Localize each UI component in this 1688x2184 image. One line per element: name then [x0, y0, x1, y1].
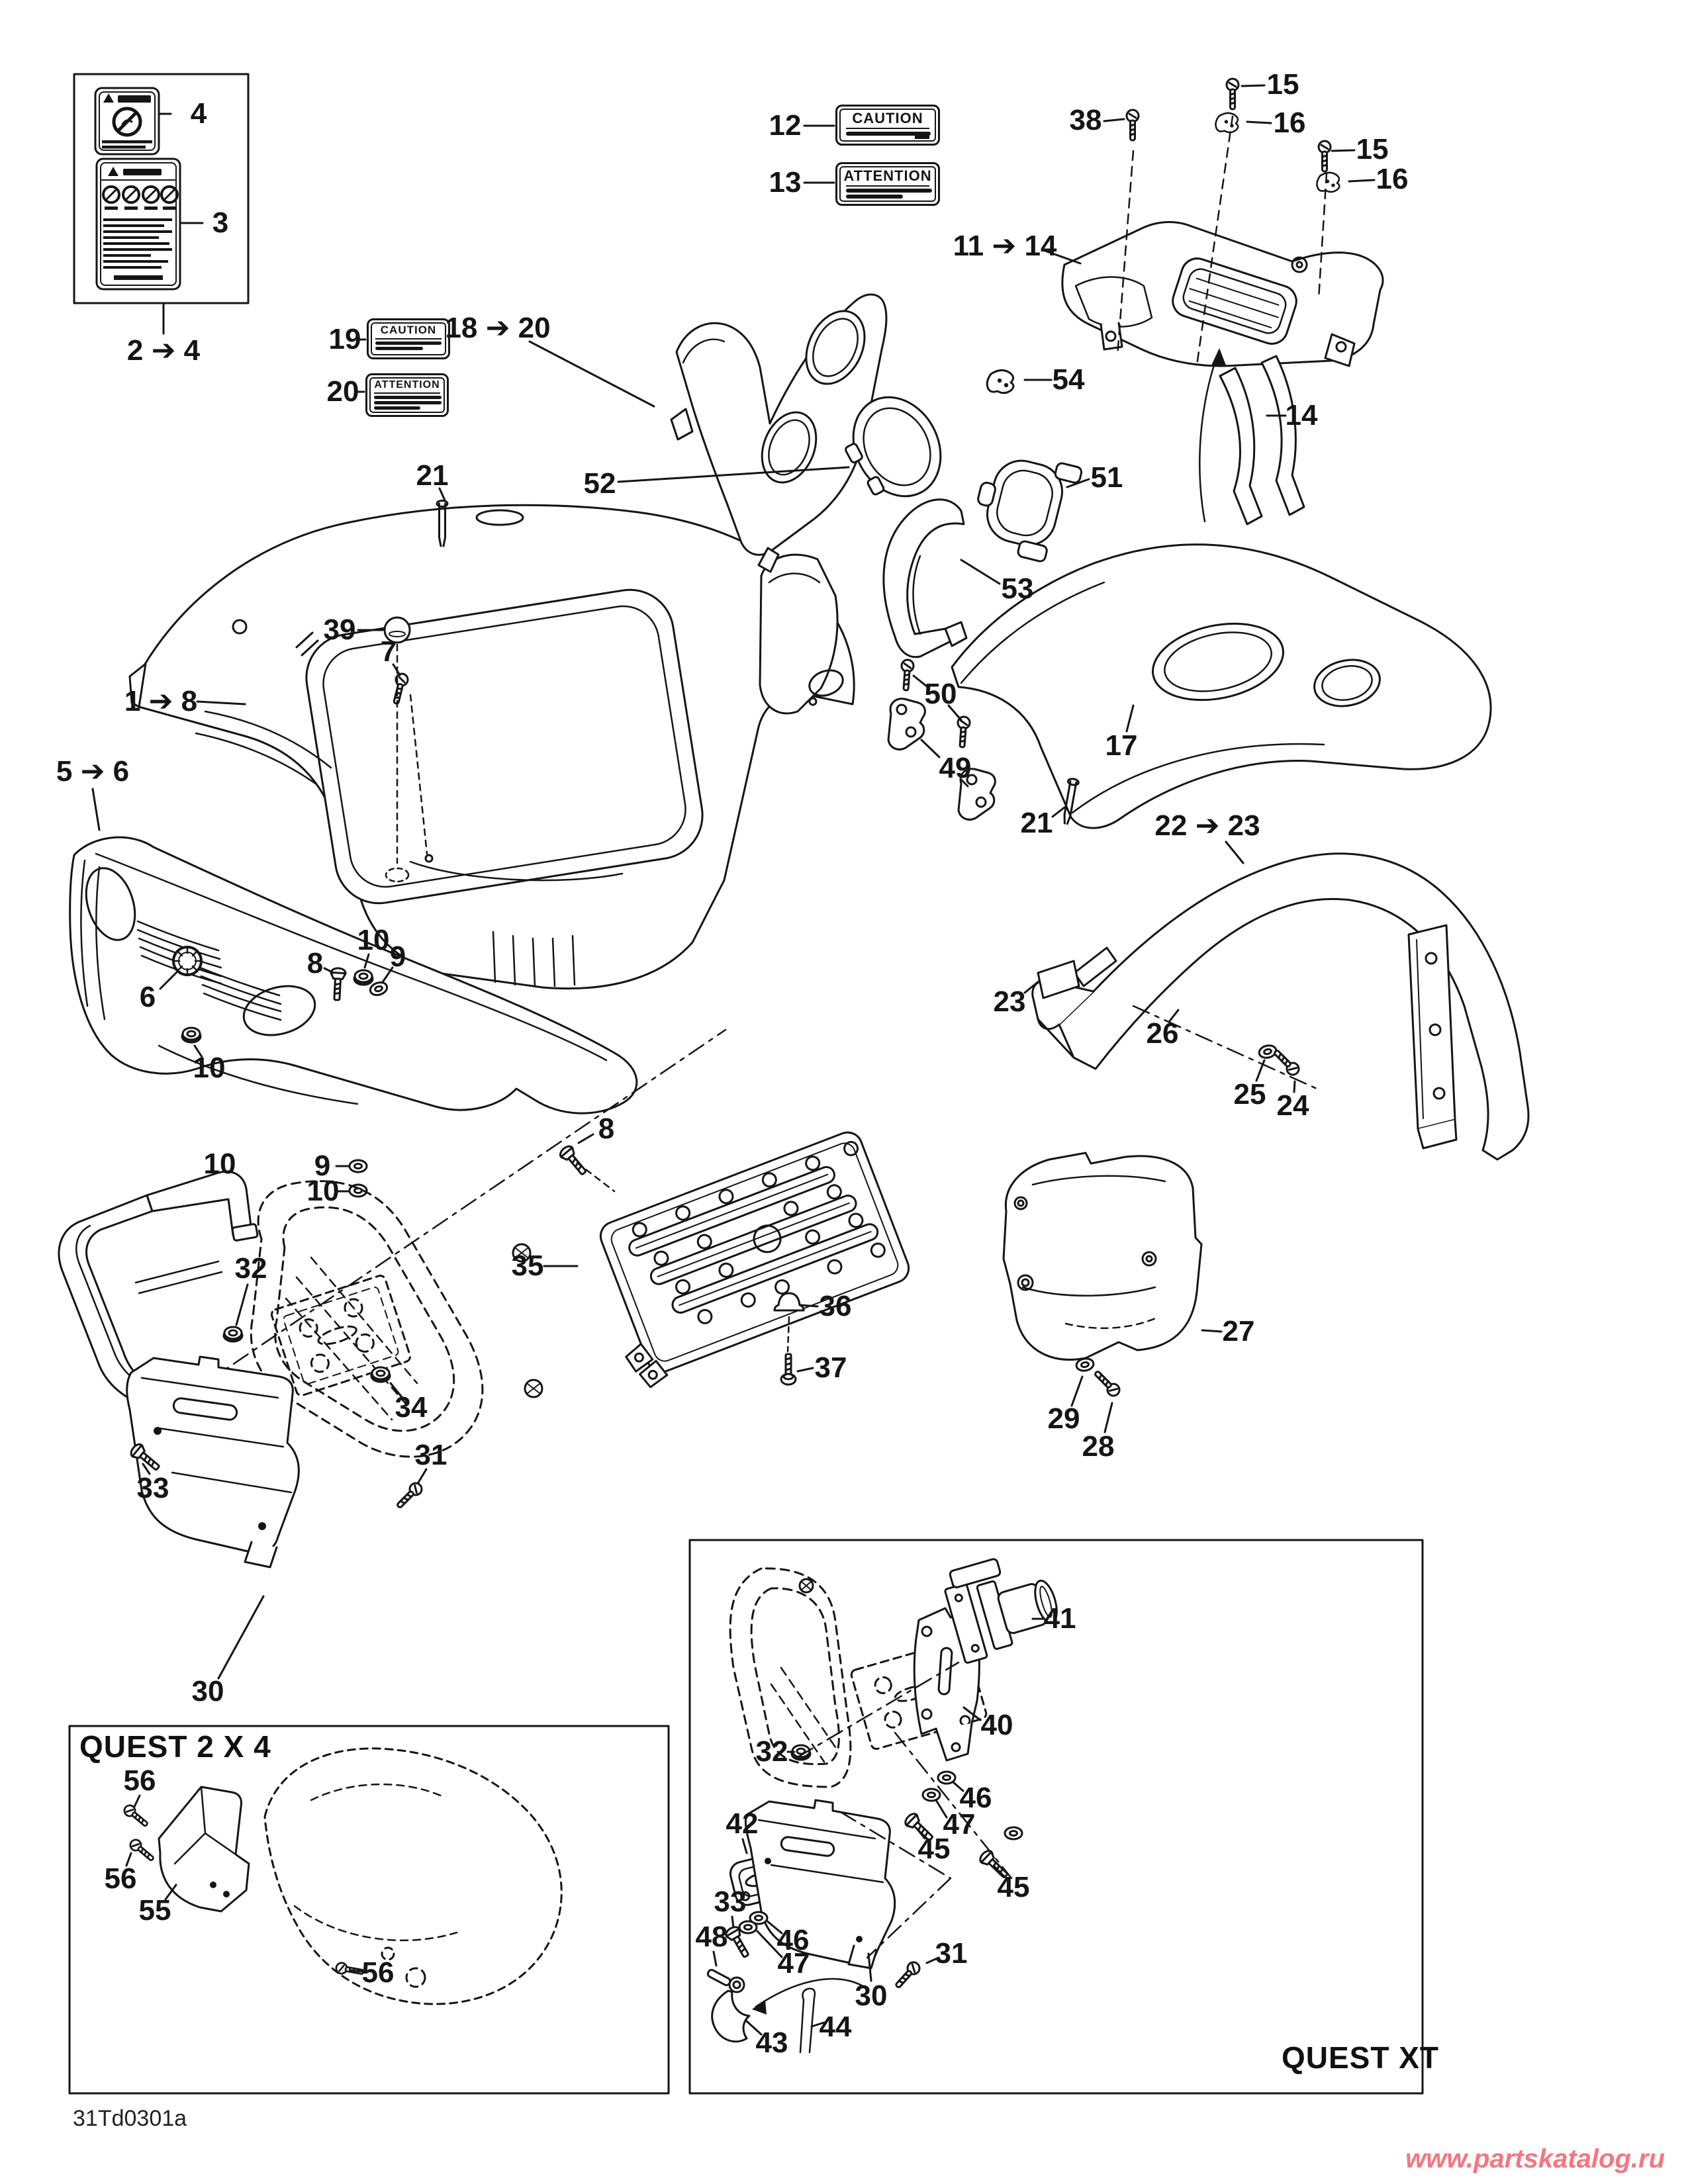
clip-16b: [1317, 173, 1339, 192]
callout-19: 19: [328, 323, 361, 355]
callout-1-to-8: 1 ➔ 8: [124, 685, 198, 717]
callout-14: 14: [1285, 399, 1318, 432]
callout-30: 30: [191, 1675, 224, 1707]
leader-line: [218, 1596, 263, 1678]
callout-56: 56: [361, 1956, 395, 1989]
caution-label-12-title: CAUTION: [852, 110, 923, 126]
screw-28: [1092, 1368, 1121, 1398]
callout-42: 42: [726, 1807, 759, 1840]
leader-line: [1202, 1330, 1221, 1332]
callout-3: 3: [212, 206, 229, 239]
clip-16a: [1215, 113, 1238, 132]
nut-10a: [354, 970, 373, 985]
leader-line: [1349, 180, 1374, 181]
callout-31: 31: [414, 1439, 447, 1471]
washer-45b: [1005, 1827, 1022, 1839]
callout-38: 38: [1069, 104, 1102, 136]
callout-36: 36: [819, 1290, 852, 1322]
callout-54: 54: [1052, 363, 1085, 396]
callout-44: 44: [819, 2011, 852, 2043]
callout-9: 9: [389, 940, 406, 973]
inner-fender: [1004, 1153, 1201, 1359]
nut-32a: [224, 1327, 242, 1342]
callout-56: 56: [123, 1764, 156, 1797]
callout-28: 28: [1082, 1430, 1115, 1463]
callout-21: 21: [1020, 807, 1053, 839]
callout-6: 6: [139, 981, 156, 1013]
callout-27: 27: [1222, 1315, 1255, 1347]
callout-18-to-20: 18 ➔ 20: [445, 312, 551, 344]
callout-46: 46: [776, 1924, 810, 1956]
callout-8: 8: [598, 1113, 615, 1145]
leader-line: [1105, 1403, 1112, 1432]
attention-label-20-title: ATTENTION: [374, 379, 440, 390]
label-text-bar: [846, 189, 932, 193]
callout-46: 46: [959, 1782, 992, 1814]
callout-33: 33: [714, 1886, 747, 1918]
nut-10b: [182, 1028, 201, 1042]
callout-17: 17: [1105, 729, 1138, 762]
callout-31: 31: [935, 1937, 968, 1970]
callout-33: 33: [136, 1472, 169, 1504]
callout-5-to-6: 5 ➔ 6: [56, 755, 130, 788]
caution-label-12: [835, 105, 940, 146]
screw-8b: [558, 1144, 590, 1178]
caution-label-19: [367, 318, 450, 359]
leader-line: [798, 1368, 813, 1371]
callout-51: 51: [1090, 461, 1123, 494]
callout-40: 40: [980, 1709, 1013, 1741]
clip-54: [987, 370, 1013, 392]
callout-9: 9: [314, 1150, 331, 1182]
callout-52: 52: [583, 467, 616, 500]
screw-38: [1127, 110, 1139, 140]
callout-34: 34: [395, 1391, 428, 1424]
washer-9b: [350, 1160, 367, 1172]
washer-47a: [923, 1789, 940, 1801]
label-text-bar: [374, 401, 442, 404]
skid-plate: [579, 1128, 916, 1392]
label-divider: [846, 128, 929, 129]
leader-line: [530, 341, 654, 406]
label-divider: [846, 185, 929, 187]
label-text-bar: [374, 396, 442, 399]
leader-line: [93, 789, 99, 830]
side-strips: [1199, 348, 1304, 524]
callout-21: 21: [416, 459, 449, 492]
callout-26: 26: [1146, 1017, 1179, 1050]
leader-line: [236, 1285, 248, 1325]
washer-47b: [739, 1921, 757, 1933]
screw-15a: [1227, 79, 1239, 109]
callout-13: 13: [769, 166, 802, 199]
callout-25: 25: [1233, 1078, 1266, 1111]
callout-50: 50: [924, 678, 957, 710]
quest-2x4-title: QUEST 2 X 4: [79, 1729, 271, 1764]
warning-labels-box: [74, 74, 248, 303]
callout-55: 55: [138, 1894, 171, 1927]
callout-8: 8: [306, 947, 324, 979]
callout-7: 7: [380, 635, 397, 668]
leader-line: [351, 1970, 362, 1972]
callout-16: 16: [1376, 163, 1409, 195]
label-text-bar: [846, 195, 903, 199]
attention-label-13-title: ATTENTION: [843, 167, 932, 184]
callout-16: 16: [1273, 107, 1306, 139]
callout-11-to-14: 11 ➔ 14: [953, 230, 1057, 262]
callout-37: 37: [814, 1351, 847, 1384]
vent-bezel: [884, 500, 966, 657]
nut-34: [371, 1367, 390, 1382]
callout-47: 47: [943, 1808, 976, 1841]
label-text-bar: [375, 341, 442, 345]
quest-xt-title: QUEST XT: [1282, 2040, 1440, 2075]
leader-line: [1072, 1377, 1082, 1406]
callout-10: 10: [306, 1175, 340, 1207]
callout-10: 10: [203, 1148, 236, 1180]
screw-50b: [956, 716, 970, 747]
leader-line: [1332, 150, 1354, 151]
leader-line: [418, 1469, 426, 1482]
callout-12: 12: [769, 109, 802, 142]
callout-32: 32: [234, 1252, 267, 1285]
callout-49: 49: [939, 752, 972, 784]
footwell-panel: [1062, 222, 1383, 366]
leader-line: [961, 560, 1000, 584]
callout-45: 45: [997, 1871, 1030, 1903]
attention-label-20: [365, 373, 449, 417]
diagram-code: 31Td0301a: [73, 2106, 187, 2131]
leader-line: [801, 1305, 818, 1306]
callout-32: 32: [755, 1735, 788, 1768]
callout-2-to-4: 2 ➔ 4: [126, 334, 201, 367]
watermark: www.partskatalog.ru: [1405, 2144, 1665, 2173]
leader-line: [1053, 807, 1064, 817]
leader-line: [1226, 842, 1243, 863]
callout-29: 29: [1047, 1402, 1080, 1435]
label-partcode-bar: [915, 136, 929, 139]
leader-line: [732, 1917, 733, 1927]
callout-43: 43: [755, 2026, 788, 2059]
callout-15: 15: [1266, 68, 1299, 101]
callout-35: 35: [511, 1250, 544, 1282]
callout-20: 20: [326, 375, 359, 408]
vent-ring: [967, 445, 1083, 566]
label-text-bar: [375, 347, 423, 350]
leader-line: [1242, 85, 1264, 86]
callout-56: 56: [104, 1862, 137, 1895]
screw-15b: [1319, 141, 1331, 171]
callout-45: 45: [917, 1833, 951, 1865]
callout-15: 15: [1356, 133, 1389, 165]
callout-22-to-23: 22 ➔ 23: [1154, 809, 1260, 842]
callout-47: 47: [777, 1947, 810, 1979]
callout-10: 10: [357, 924, 390, 956]
label-divider: [374, 392, 440, 394]
attention-label-13: [835, 162, 940, 206]
callout-41: 41: [1043, 1602, 1076, 1635]
callout-4: 4: [190, 97, 207, 130]
callout-48: 48: [695, 1921, 728, 1953]
screw-31a: [394, 1480, 424, 1510]
leader-line: [1104, 119, 1124, 121]
label-text-bar: [374, 406, 420, 410]
label-divider: [375, 338, 442, 340]
callout-24: 24: [1276, 1089, 1309, 1122]
leader-line: [579, 1134, 593, 1143]
caution-label-19-title: CAUTION: [380, 324, 437, 336]
callout-10: 10: [193, 1052, 226, 1084]
screw-24: [1271, 1047, 1301, 1077]
leader-line: [1247, 122, 1271, 123]
callout-53: 53: [1001, 572, 1034, 605]
bolt-37: [781, 1354, 796, 1385]
leader-line: [921, 740, 939, 757]
screw-50a: [900, 659, 914, 690]
callout-39: 39: [323, 614, 356, 646]
callout-30: 30: [855, 1979, 888, 2012]
callout-23: 23: [993, 985, 1026, 1018]
